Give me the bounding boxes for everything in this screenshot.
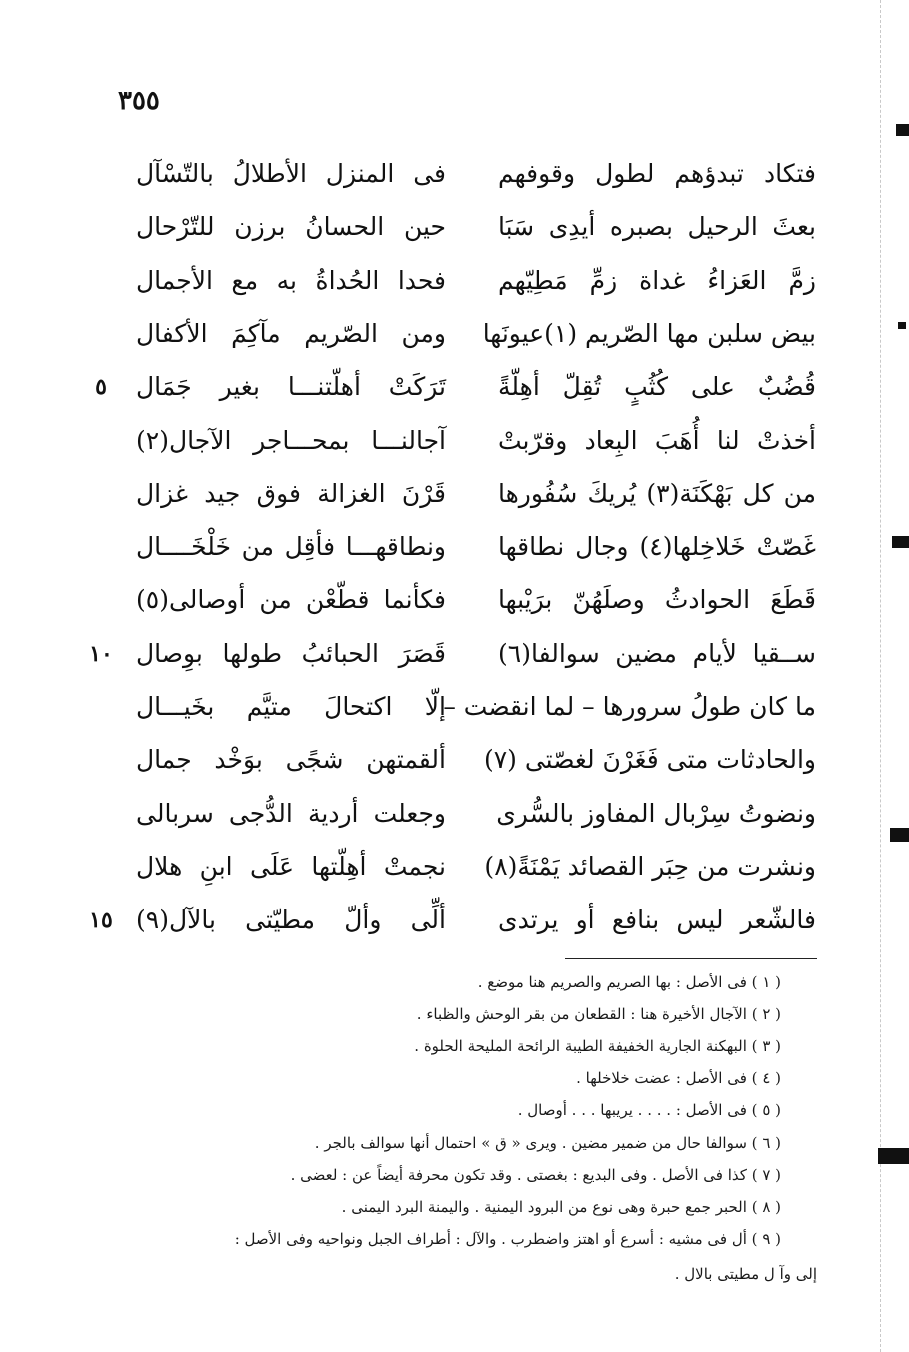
verse-row	[0, 839, 909, 895]
verse-first-hemistich: والحادثات متى فَغَرْنَ لغصّتى (٧)	[483, 745, 816, 775]
verse-first-hemistich: فتكاد تبدؤهم لطول وقوفهم	[498, 159, 816, 188]
verse-row	[0, 732, 909, 788]
verse-row	[0, 199, 909, 255]
verse-first-hemistich: ونضوتُ سِرْبال المفاوز بالسُّرى	[496, 798, 816, 828]
line-number: ٥	[95, 374, 107, 401]
footnote: ( ٣ ) البهكنة الجارية الخفيفة الطيبة الرائحة المليحة الحلوة .	[414, 1037, 781, 1056]
footnote: ( ٥ ) فى الأصل : . . . . يريبها . . . أوصال .	[517, 1101, 781, 1120]
footnote: ( ٨ ) الحبر جمع حبرة وهى نوع من البرود اليمنية . واليمنة البرد اليمنى .	[341, 1197, 781, 1216]
verse-first-hemistich: غَصّتْ خَلاخِلها(٤) وجال نطاقها	[498, 532, 816, 562]
verse-first-hemistich: ونشرت من حِبَر القصائد يَمْنَةً(٨)	[484, 851, 816, 881]
verse-first-hemistich: بيض سلبن مها الصّريم (١)عيونَها	[482, 318, 816, 348]
verse-first-hemistich: قُضُبٌ على كُثُبٍ تُقِلّ أهِلّةً	[498, 372, 816, 402]
footnote: ( ٦ ) سوالفا حال من ضمير مضين . ويرى « ق » احتمال أنها سوالف بالجر .	[314, 1133, 781, 1152]
verse-second-hemistich: ومن الصّريم مآكِمَ الأكفال	[136, 318, 446, 348]
verse-row	[0, 519, 909, 575]
page-number: ٣٥٥	[118, 86, 160, 116]
footnote-rule	[565, 958, 817, 959]
verse-first-hemistich: قَطَعَ الحوادثُ وصلَهُنّ برَيْبها	[498, 585, 816, 615]
edge-mark	[878, 1148, 909, 1164]
footnote-continuation: إلى وآ ل مطيتى بالال .	[674, 1265, 817, 1283]
verse-second-hemistich: إلّا اكتحالَ متيَّم بخَيـــال	[136, 692, 446, 721]
verse-row	[0, 359, 909, 415]
verse-row	[0, 466, 909, 522]
verse-second-hemistich: قَرْنَ الغزالة فوق جيد غزال	[136, 478, 446, 508]
verse-row	[0, 306, 909, 362]
verse-second-hemistich: ألِّى وألّ مطيّتى بالآل(٩)	[136, 905, 446, 935]
verse-second-hemistich: آجالنـــا بمحـــاجر الآجال(٢)	[136, 425, 446, 455]
verse-second-hemistich: تَرَكَتْ أهلّتنـــا بغير جَمَال	[136, 372, 446, 402]
verse-first-hemistich: بعثَ الرحيل بصبره أيدِى سَبَا	[498, 212, 816, 242]
verse-second-hemistich: وجعلت أردية الدُّجى سربالى	[136, 798, 446, 828]
verse-second-hemistich: ألقمتهن شجًى بوَخْد جمال	[136, 745, 446, 775]
verse-row	[0, 413, 909, 469]
verse-row	[0, 572, 909, 628]
verse-first-hemistich: فالشّعر ليس بنافع أو يرتدى	[498, 905, 816, 935]
verse-second-hemistich: فحدا الحُداةُ به مع الأجمال	[136, 265, 446, 295]
line-number: ١٥	[89, 907, 113, 934]
verse-second-hemistich: حين الحسانُ برزن للتّرْحال	[136, 212, 446, 242]
footnote: ( ٧ ) كذا فى الأصل . وفى البديع : بغصتى . وقد تكون محرفة أيضاً عن : لعضى .	[290, 1165, 781, 1184]
verse-first-hemistich: أخذتْ لنا أُهَبَ البِعاد وقرّبتْ	[498, 425, 816, 455]
verse-row	[0, 786, 909, 842]
verse-second-hemistich: فى المنزل الأطلالُ بالتّسْآل	[136, 159, 446, 188]
verse-second-hemistich: ونطاقهـــا فأقِل من خَلْخَــــال	[136, 532, 446, 562]
line-number: ١٠	[89, 640, 113, 667]
verse-row	[0, 253, 909, 309]
verse-second-hemistich: نجمتْ أهِلّتها عَلَى ابنِ هلال	[136, 851, 446, 881]
verse-row	[0, 679, 909, 735]
verse-first-hemistich: من كل بَهْكَنَة(٣) يُريكَ سُفُورها	[498, 478, 817, 508]
verse-first-hemistich: ما كان طولُ سرورها – لما انقضت –	[443, 692, 816, 721]
verse-second-hemistich: قَصَرَ الحبائبُ طولها بوِصال	[136, 638, 446, 668]
verse-first-hemistich: زمَّ العَزاءُ غداة زمِّ مَطِيّهم	[498, 265, 816, 295]
verse-second-hemistich: فكأنما قطّعْن من أوصالى(٥)	[136, 585, 446, 615]
edge-mark	[896, 124, 909, 136]
verse-row	[0, 146, 909, 202]
footnote: ( ٤ ) فى الأصل : عضت خلاخلها .	[576, 1069, 781, 1088]
verse-first-hemistich: ســقيا لأيام مضين سوالفا(٦)	[498, 638, 816, 668]
verse-row	[0, 626, 909, 682]
footnote: ( ٩ ) أل فى مشيه : أسرع أو اهتز واضطرب . والآل : أطراف الجبل ونواحيه وفى الأصل :	[234, 1229, 781, 1248]
footnote: ( ٢ ) الآجال الأخيرة هنا : القطعان من بقر الوحش والظباء .	[416, 1005, 781, 1024]
verse-row	[0, 892, 909, 948]
footnote: ( ١ ) فى الأصل : بها الصريم والصريم هنا موضع .	[477, 973, 781, 991]
